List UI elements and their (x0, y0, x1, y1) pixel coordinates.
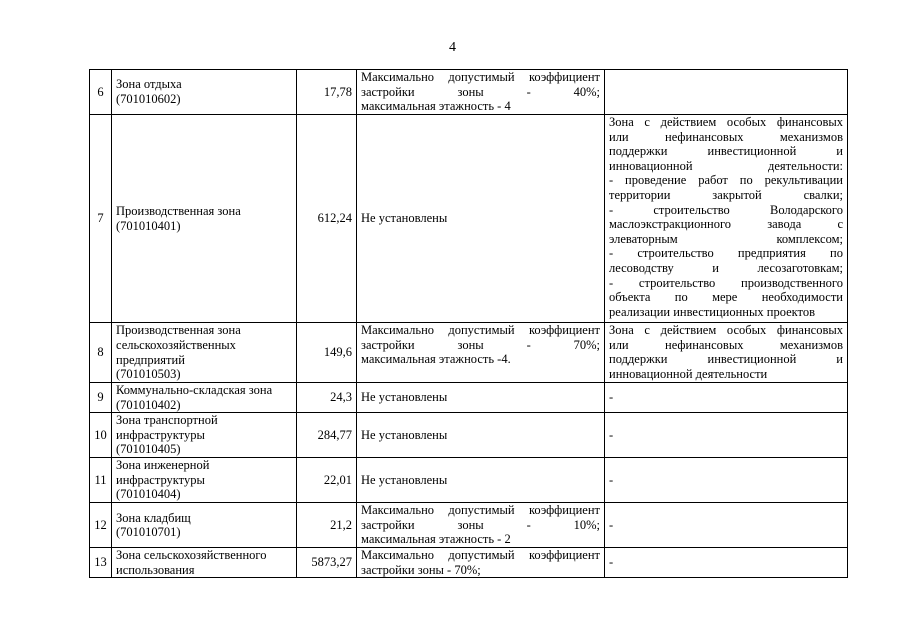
zone-name-cell (112, 323, 297, 383)
zone-area-cell: 612,24 (297, 115, 357, 323)
regulations-line: максимальная этажность -4. (361, 352, 511, 367)
regulations-line: Не установлены (361, 472, 448, 487)
support-line: поддержки инвестиционной и (609, 144, 843, 159)
regulations-line: застройки зоны - 70%; (361, 337, 600, 352)
support-line: - строительство предприятия по (609, 246, 843, 261)
support-line: - (609, 472, 614, 487)
table-row (90, 323, 848, 383)
name-line: Производственная зона (116, 203, 241, 218)
support-line: - проведение работ по рекультивации (609, 173, 843, 188)
support-line: - (609, 427, 614, 442)
name-line: инфраструктуры (116, 472, 205, 487)
name-line: Зона отдыха (116, 77, 182, 92)
regulations-line: Максимально допустимый коэффициент (361, 548, 600, 563)
name-line: сельскохозяйственных (116, 337, 236, 352)
zone-regulations-cell (357, 503, 605, 548)
support-line: - (609, 517, 614, 532)
zone-regulations-cell (357, 115, 605, 323)
support-line: - (609, 555, 614, 570)
name-line: (701010503) (116, 367, 181, 382)
support-line: территории закрытой свалки; (609, 187, 843, 202)
support-line: инновационной деятельности (609, 366, 768, 381)
regulations-line: застройки зоны - 70%; (361, 562, 481, 577)
name-line: Зона инженерной (116, 458, 210, 473)
zone-support-cell (605, 323, 848, 383)
zone-support-cell (605, 413, 848, 458)
support-line: реализации инвестиционных проектов (609, 304, 816, 319)
zone-support-cell (605, 548, 848, 578)
support-line: или нефинансовых механизмов (609, 129, 843, 144)
table-row (90, 70, 848, 115)
zones-table (89, 69, 848, 578)
zone-area-cell: 5873,27 (297, 548, 357, 578)
zone-area-cell: 17,78 (297, 70, 357, 115)
support-line: лесоводству и лесозаготовкам; (609, 260, 843, 275)
zone-support-cell (605, 503, 848, 548)
regulations-line: Максимально допустимый коэффициент (361, 503, 600, 518)
name-line: Зона кладбищ (116, 510, 191, 525)
name-line: Зона транспортной (116, 413, 218, 428)
zone-area-cell: 24,3 (297, 383, 357, 413)
zone-name-cell (112, 70, 297, 115)
regulations-line: Не установлены (361, 427, 448, 442)
row-number: 6 (90, 70, 112, 115)
name-line: Коммунально-складская зона (116, 383, 273, 397)
regulations-line: застройки зоны - 10%; (361, 517, 600, 532)
table-row (90, 383, 848, 413)
support-line: маслоэкстракционного завода с (609, 217, 843, 232)
zones-table-body (90, 70, 848, 578)
table-row (90, 503, 848, 548)
name-line: (701010402) (116, 397, 181, 412)
zone-support-cell (605, 458, 848, 503)
row-number: 11 (90, 458, 112, 503)
support-line: поддержки инвестиционной и (609, 352, 843, 367)
support-line: Зона с действием особых финансовых (609, 115, 843, 129)
zone-name-cell (112, 458, 297, 503)
name-line: (701010401) (116, 218, 181, 233)
row-number: 12 (90, 503, 112, 548)
support-line: или нефинансовых механизмов (609, 337, 843, 352)
table-row (90, 115, 848, 323)
name-line: Зона сельскохозяйственного (116, 548, 267, 563)
zone-regulations-cell (357, 70, 605, 115)
zone-area-cell: 22,01 (297, 458, 357, 503)
row-number: 9 (90, 383, 112, 413)
support-line: - строительство производственного (609, 275, 843, 290)
regulations-line: максимальная этажность - 2 (361, 532, 511, 547)
name-line: предприятий (116, 352, 185, 367)
regulations-line: Не установлены (361, 211, 448, 226)
zone-name-cell (112, 413, 297, 458)
support-line: объекта по мере необходимости (609, 290, 843, 305)
table-row (90, 413, 848, 458)
name-line: (701010602) (116, 92, 181, 106)
regulations-line: Максимально допустимый коэффициент (361, 70, 600, 84)
regulations-line: Не установлены (361, 390, 448, 405)
regulations-line: максимальная этажность - 4 (361, 99, 511, 114)
page-number: 4 (449, 40, 456, 55)
regulations-line: застройки зоны - 40%; (361, 84, 600, 99)
zone-area-cell: 21,2 (297, 503, 357, 548)
support-line: элеваторным комплексом; (609, 231, 843, 246)
zone-support-cell (605, 383, 848, 413)
zone-area-cell: 149,6 (297, 323, 357, 383)
name-line: (701010404) (116, 487, 181, 502)
zone-regulations-cell (357, 548, 605, 578)
zone-regulations-cell (357, 383, 605, 413)
name-line: (701010405) (116, 442, 181, 457)
table-row (90, 458, 848, 503)
name-line: (701010701) (116, 525, 181, 540)
name-line: использования (116, 562, 195, 577)
zone-support-cell (605, 70, 848, 115)
row-number: 7 (90, 115, 112, 323)
zone-regulations-cell (357, 458, 605, 503)
zone-regulations-cell (357, 413, 605, 458)
regulations-line: Максимально допустимый коэффициент (361, 323, 600, 337)
zone-name-cell (112, 383, 297, 413)
row-number: 8 (90, 323, 112, 383)
row-number: 10 (90, 413, 112, 458)
zone-area-cell: 284,77 (297, 413, 357, 458)
zone-support-cell (605, 115, 848, 323)
zone-name-cell (112, 115, 297, 323)
table-row (90, 548, 848, 578)
support-line: - (609, 390, 614, 405)
support-line: - строительство Володарского (609, 202, 843, 217)
row-number: 13 (90, 548, 112, 578)
support-line: инновационной деятельности: (609, 158, 843, 173)
zone-regulations-cell (357, 323, 605, 383)
support-line: Зона с действием особых финансовых (609, 323, 843, 337)
name-line: Производственная зона (116, 323, 241, 338)
name-line: инфраструктуры (116, 427, 205, 442)
zone-name-cell (112, 548, 297, 578)
zone-name-cell (112, 503, 297, 548)
